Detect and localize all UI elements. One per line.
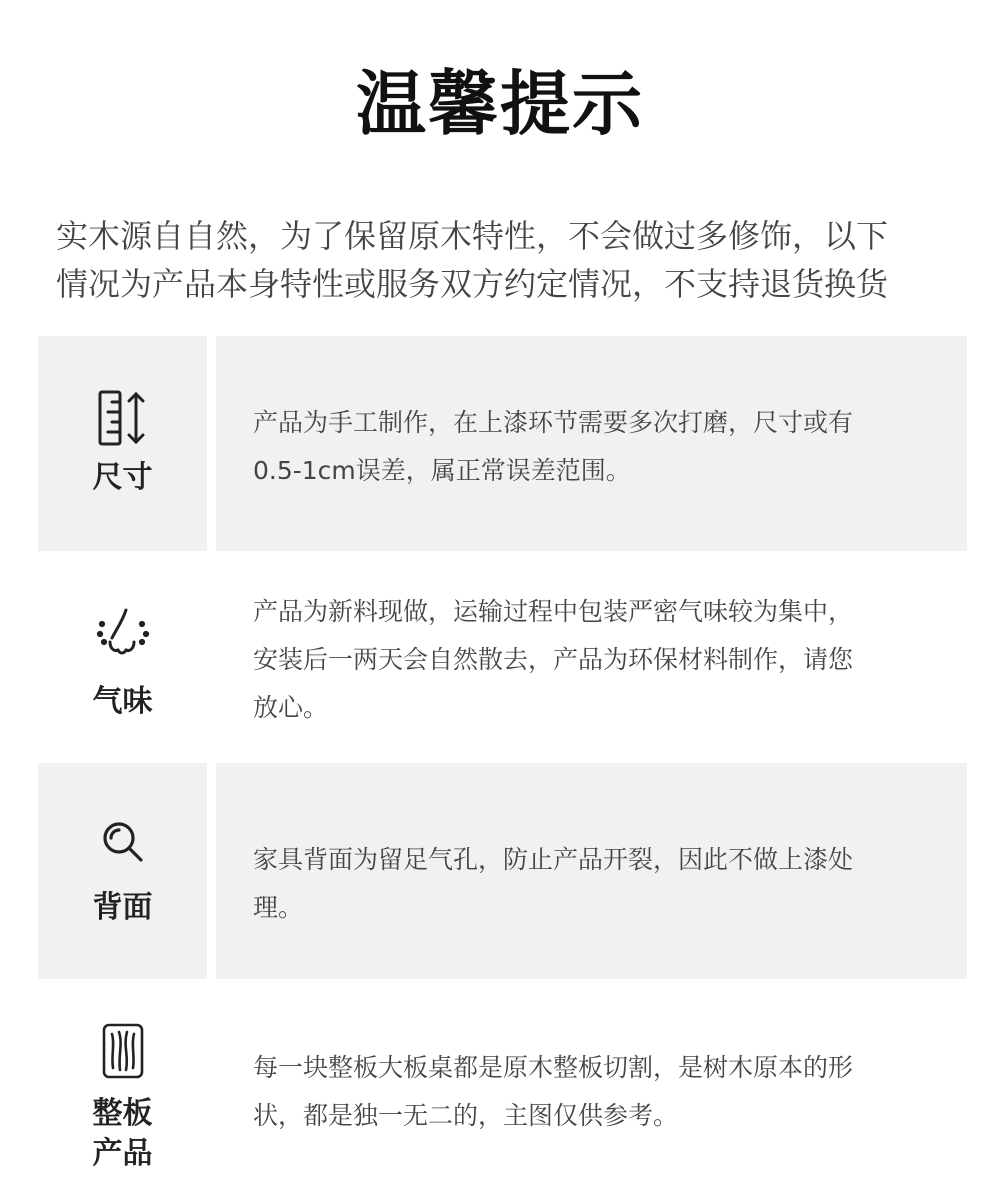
tip-description	[253, 588, 953, 732]
tip-row-slab	[38, 990, 967, 1194]
tip-text-cell	[216, 560, 967, 756]
ruler-arrows-icon	[96, 388, 150, 448]
tip-line: 产品为新料现做，运输过程中包装严密气味较为集中，	[253, 597, 854, 626]
tip-label-line: 产品	[92, 1136, 153, 1171]
tip-label: 气味	[92, 684, 153, 719]
tip-label: 背面	[92, 890, 153, 925]
tip-description	[253, 1044, 953, 1140]
tip-label	[38, 1094, 207, 1174]
nose-smell-icon	[96, 604, 150, 664]
tip-line: 放心。	[253, 693, 329, 722]
magnifier-icon	[100, 819, 146, 865]
tip-line: 产品为手工制作，在上漆环节需要多次打磨，尺寸或有	[253, 408, 854, 437]
tip-label: 尺寸	[92, 460, 153, 495]
intro-line: 实木源自自然，为了保留原木特性，不会做过多修饰，以下	[56, 217, 889, 255]
tip-description	[253, 399, 953, 495]
intro-line: 情况为产品本身特性或服务双方约定情况，不支持退货换货	[56, 265, 889, 303]
intro-text	[56, 212, 956, 308]
tip-line: 安装后一两天会自然散去，产品为环保材料制作，请您	[253, 645, 854, 674]
wood-slab-icon	[101, 1022, 145, 1080]
tip-icon-cell	[38, 336, 207, 551]
tip-row-size	[38, 336, 967, 551]
tip-icon-cell	[38, 763, 207, 979]
tip-text-cell	[216, 336, 967, 551]
tip-icon-cell	[38, 990, 207, 1194]
tip-line: 0.5-1cm误差，属正常误差范围。	[253, 456, 631, 485]
tip-text-cell	[216, 763, 967, 979]
tip-line: 状，都是独一无二的，主图仅供参考。	[253, 1101, 679, 1130]
tip-line: 理。	[253, 893, 304, 922]
tip-row-back	[38, 763, 967, 979]
page-title: 温馨提示	[356, 63, 644, 145]
tip-text-cell	[216, 990, 967, 1194]
tip-description	[253, 836, 953, 932]
tip-row-smell	[38, 560, 967, 756]
tip-line: 每一块整板大板桌都是原木整板切割，是树木原本的形	[253, 1053, 854, 1082]
tip-line: 家具背面为留足气孔，防止产品开裂，因此不做上漆处	[253, 845, 854, 874]
tip-label-line: 整板	[92, 1096, 153, 1131]
tip-icon-cell	[38, 560, 207, 756]
